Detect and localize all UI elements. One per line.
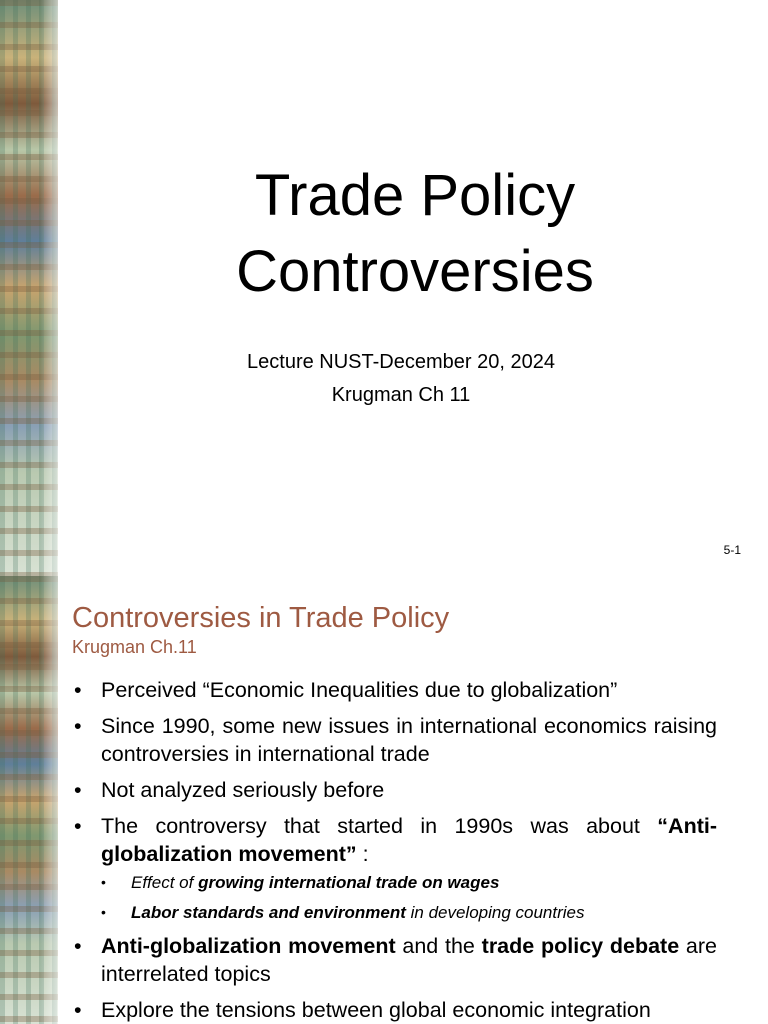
title-line-1: Trade Policy — [254, 163, 576, 228]
lecture-info: Lecture NUST-December 20, 2024 — [247, 351, 555, 373]
sub-bullet-text: in developing countries — [405, 903, 585, 922]
sub-bullet-emphasis: Labor standards and environment — [131, 903, 406, 922]
content-slide — [0, 576, 768, 1024]
strip-fade — [40, 576, 70, 1024]
bullet-text: Since 1990, some new issues in international economics raising controversies in international trade — [101, 714, 717, 766]
slide-subtitle: Krugman Ch.11 — [72, 637, 197, 657]
title-line-2: Controversies — [236, 239, 594, 304]
sub-bullet-emphasis: growing international trade on wages — [198, 873, 500, 892]
slide-title — [140, 158, 690, 310]
bullet-list — [72, 676, 717, 1024]
bullet-text: Explore the tensions between global economic integration — [101, 998, 651, 1022]
textbook-reference: Krugman Ch 11 — [331, 384, 471, 406]
bullet-text: : — [356, 842, 369, 866]
bullet-emphasis: trade policy debate — [481, 934, 680, 958]
bullet-item — [72, 776, 717, 804]
bullet-text: Not analyzed seriously before — [101, 778, 385, 802]
slide-number: 5-1 — [723, 543, 741, 557]
slide-title: Controversies in Trade Policy — [72, 602, 450, 634]
bullet-text: Perceived “Economic Inequalities due to globalization” — [101, 678, 618, 702]
bullet-item — [72, 996, 717, 1024]
bullet-text: and the — [395, 934, 482, 958]
sub-bullet-list — [101, 872, 717, 924]
bullet-item — [72, 812, 717, 924]
bullet-emphasis: Anti-globalization movement — [101, 934, 396, 958]
sub-bullet-text: Effect of — [131, 873, 199, 892]
bullet-text: are interrelated topics — [101, 934, 717, 986]
sub-bullet-item — [101, 902, 717, 924]
strip-fade — [40, 0, 70, 576]
bullet-text: The controversy that started in 1990s was about — [101, 814, 658, 838]
sub-bullet-item — [101, 872, 717, 894]
slide-subtitle — [140, 346, 662, 412]
bullet-item — [72, 932, 717, 988]
bullet-item — [72, 676, 717, 704]
bullet-item — [72, 712, 717, 768]
bullet-emphasis: “Anti-globalization movement” — [101, 814, 717, 866]
